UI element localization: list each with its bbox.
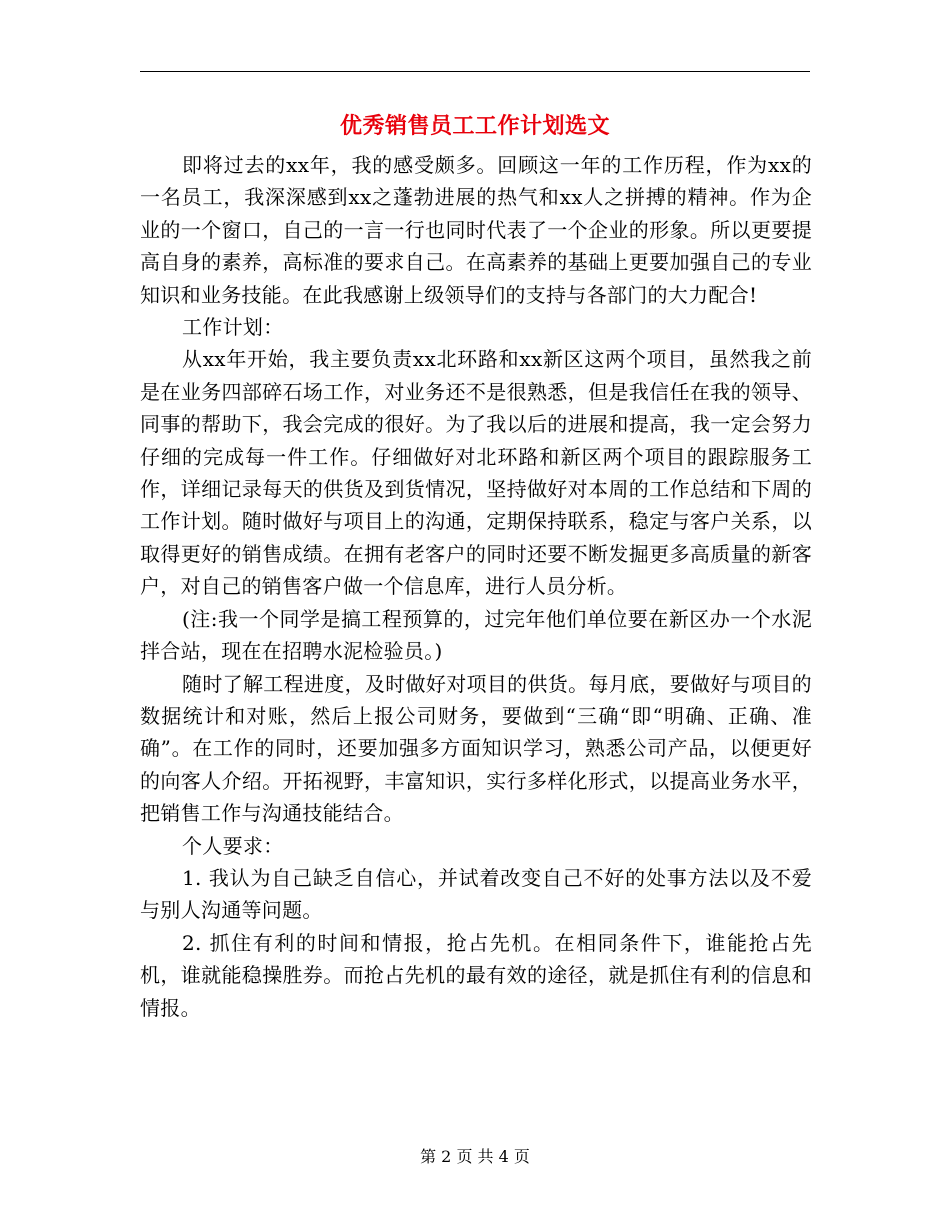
page-number: 第 2 页 共 4 页 xyxy=(420,1147,530,1166)
paragraph-intro: 即将过去的xx年，我的感受颇多。回顾这一年的工作历程，作为xx的一名员工，我深深感到xx之蓬勃进展的热气和xx人之拼搏的精神。作为企业的一个窗口，自己的一言一行也同时代表了一个企业的形象。所以更要提高自身的素养，高标准的要求自己。在高素养的基础上更要加强自己的专业知识和业务技能。在此我感谢上级领导们的支持与各部门的大力配合! xyxy=(140,153,812,307)
heading-work-plan: 工作计划： xyxy=(182,315,284,340)
requirement-item-2: 2. 抓住有利的时间和情报，抢占先机。在相同条件下，谁能抢占先机，谁就能稳操胜券。而抢占先机的最有效的途径，就是抓住有利的信息和情报。 xyxy=(140,930,812,1020)
heading-personal-requirements: 个人要求： xyxy=(182,833,284,858)
document-title: 优秀销售员工工作计划选文 xyxy=(339,113,610,139)
requirement-item-1: 1. 我认为自己缺乏自信心，并试着改变自己不好的处事方法以及不爱与别人沟通等问题。 xyxy=(140,865,812,923)
paragraph-note: (注:我一个同学是搞工程预算的，过完年他们单位要在新区办一个水泥拌合站，现在在招聘水泥检验员。) xyxy=(140,606,812,664)
header-rule xyxy=(140,71,810,72)
document-body xyxy=(140,149,812,1024)
paragraph-progress: 随时了解工程进度，及时做好对项目的供货。每月底，要做好与项目的数据统计和对账，然后上报公司财务，要做到“三确“即“明确、正确、准确”。在工作的同时，还要加强多方面知识学习，熟悉公司产品，以便更好的向客人介绍。开拓视野，丰富知识，实行多样化形式，以提高业务水平，把销售工作与沟通技能结合。 xyxy=(140,671,812,826)
paragraph-work-plan: 从xx年开始，我主要负责xx北环路和xx新区这两个项目，虽然我之前是在业务四部碎石场工作，对业务还不是很熟悉，但是我信任在我的领导、同事的帮助下，我会完成的很好。为了我以后的进展和提高，我一定会努力仔细的完成每一件工作。仔细做好对北环路和新区两个项目的跟踪服务工作，详细记录每天的供货及到货情况，坚持做好对本周的工作总结和下周的工作计划。随时做好与项目上的沟通，定期保持联系，稳定与客户关系，以取得更好的销售成绩。在拥有老客户的同时还要不断发掘更多高质量的新客户，对自己的销售客户做一个信息库，进行人员分析。 xyxy=(140,347,812,599)
